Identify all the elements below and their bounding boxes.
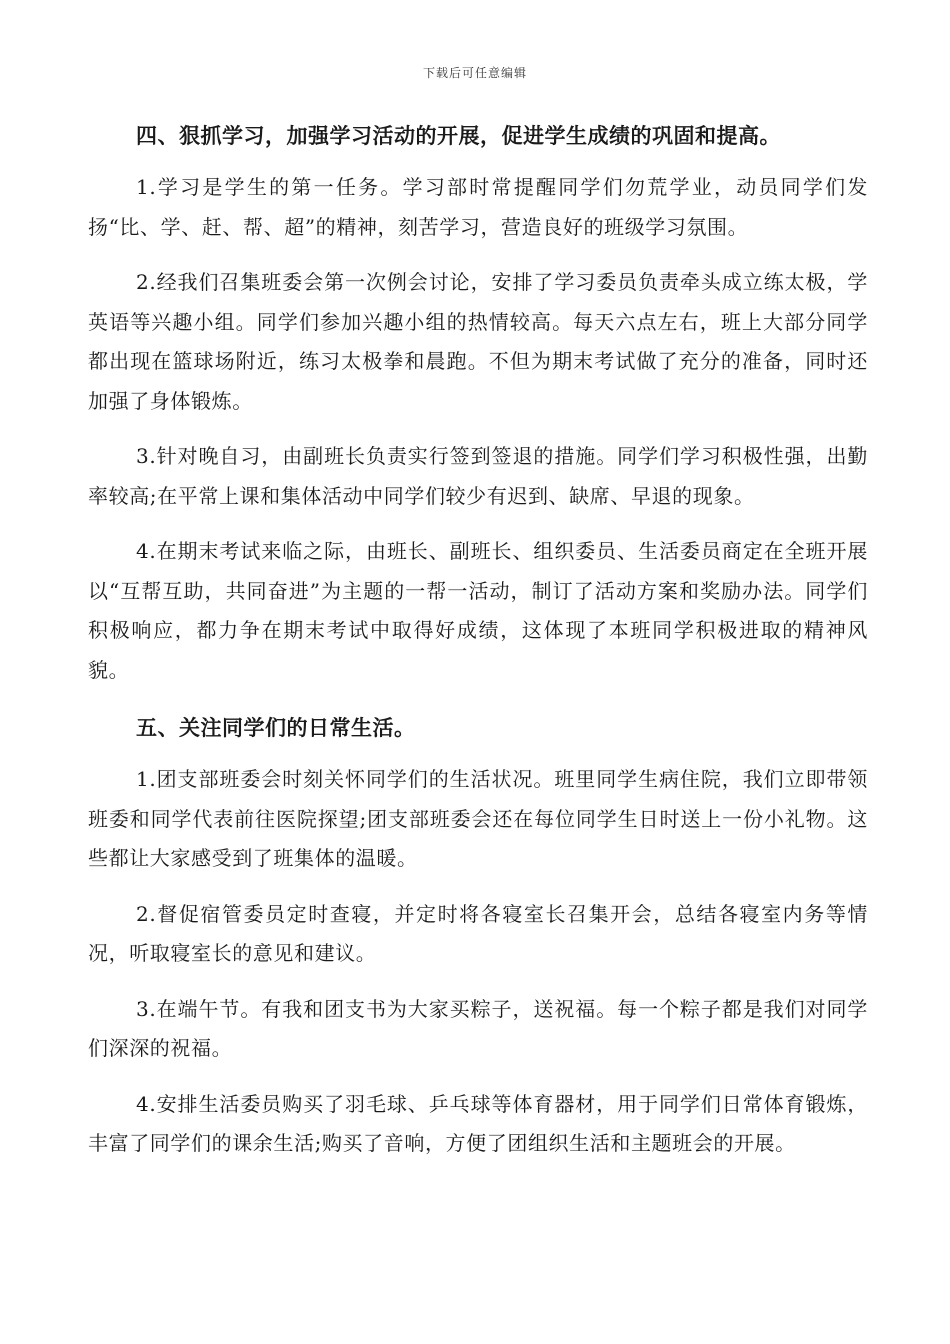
paragraph: 2.经我们召集班委会第一次例会讨论，安排了学习委员负责牵头成立练太极，学英语等兴趣小组。同学们参加兴趣小组的热情较高。每天六点左右，班上大部分同学都出现在篮球场附近，练习太极拳和晨跑。不但为期末考试做了充分的准备，同时还加强了身体锻炼。: [88, 270, 868, 413]
section-four: [88, 118, 868, 690]
section-heading: 五、关注同学们的日常生活。: [136, 716, 416, 740]
paragraph: 1.团支部班委会时刻关怀同学们的生活状况。班里同学生病住院，我们立即带领班委和同学代表前往医院探望;团支部班委会还在每位同学生日时送上一份小礼物。这些都让大家感受到了班集体的温暖。: [88, 767, 868, 870]
paragraph: 2.督促宿管委员定时查寝，并定时将各寝室长召集开会，总结各寝室内务等情况，听取寝室长的意见和建议。: [88, 901, 868, 965]
paragraph: 3.针对晚自习，由副班长负责实行签到签退的措施。同学们学习积极性强，出勤率较高;在平常上课和集体活动中同学们较少有迟到、缺席、早退的现象。: [88, 444, 868, 508]
paragraph: 4.安排生活委员购买了羽毛球、乒乓球等体育器材，用于同学们日常体育锻炼，丰富了同学们的课余生活;购买了音响，方便了团组织生活和主题班会的开展。: [88, 1091, 868, 1155]
header-note: 下载后可任意编辑: [422, 66, 527, 80]
section-five: [88, 710, 868, 1164]
paragraph: 1.学习是学生的第一任务。学习部时常提醒同学们勿荒学业，动员同学们发扬“比、学、赶、帮、超”的精神，刻苦学习，营造良好的班级学习氛围。: [88, 175, 868, 239]
document-body: [88, 118, 868, 1180]
paragraph: 4.在期末考试来临之际，由班长、副班长、组织委员、生活委员商定在全班开展以“互帮互助，共同奋进”为主题的一帮一活动，制订了活动方案和奖励办法。同学们积极响应，都力争在期末考试中取得好成绩，这体现了本班同学积极进取的精神风貌。: [88, 539, 868, 682]
paragraph: 3.在端午节。有我和团支书为大家买粽子，送祝福。每一个粽子都是我们对同学们深深的祝福。: [88, 996, 868, 1060]
section-heading: 四、狠抓学习，加强学习活动的开展，促进学生成绩的巩固和提高。: [136, 124, 781, 148]
